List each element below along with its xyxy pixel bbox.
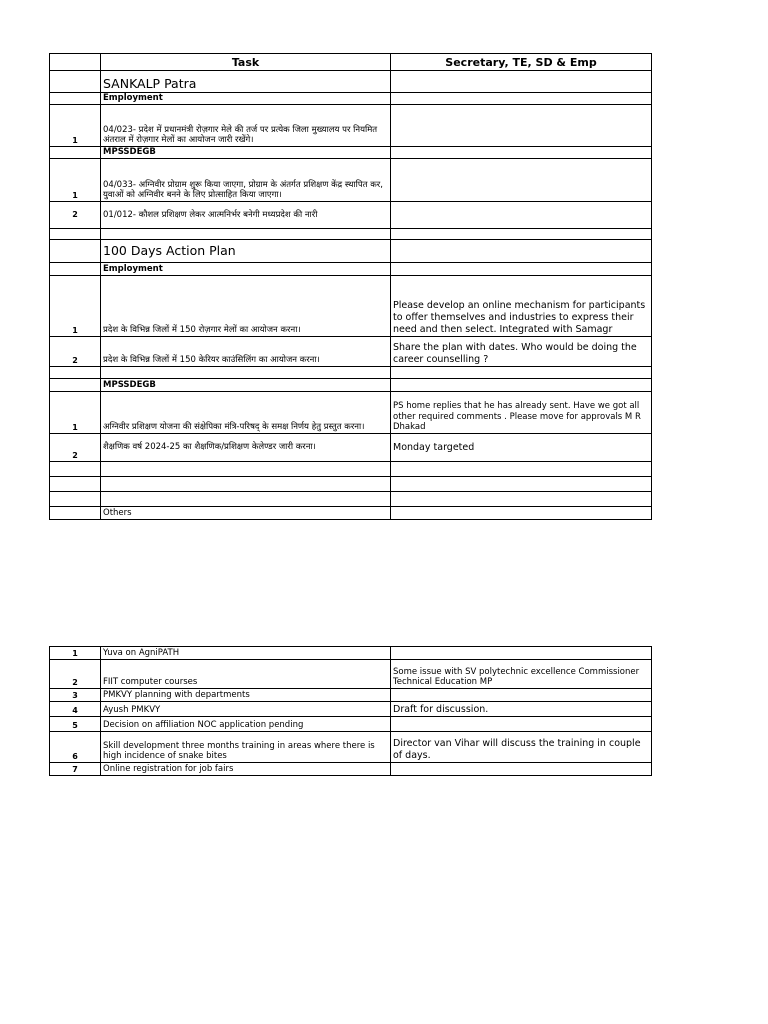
row-number: 2 bbox=[50, 337, 101, 367]
row-number: 6 bbox=[50, 732, 101, 763]
owner-comment: PS home replies that he has already sent. Have we got all other required comments . Please move for approvals M R Dhakad bbox=[391, 392, 652, 434]
owner-comment: Draft for discussion. bbox=[391, 702, 652, 717]
table-row bbox=[50, 392, 652, 434]
table-row bbox=[50, 647, 652, 660]
task-text: PMKVY planning with departments bbox=[101, 689, 391, 702]
table-row bbox=[50, 763, 652, 776]
row-number: 7 bbox=[50, 763, 101, 776]
task-text: प्रदेश के विभिन्न जिलों में 150 केरियर काउंसिलिंग का आयोजन करना। bbox=[101, 337, 391, 367]
empty-row bbox=[50, 477, 652, 492]
owner-comment: Share the plan with dates. Who would be doing the career counselling ? bbox=[391, 337, 652, 367]
task-text: Decision on affiliation NOC application pending bbox=[101, 717, 391, 732]
owner-comment bbox=[391, 717, 652, 732]
table-row bbox=[50, 337, 652, 367]
owner-comment bbox=[391, 689, 652, 702]
subsection-mpssdegb: MPSSDEGB bbox=[101, 379, 391, 392]
task-text: 04/033- अग्निवीर प्रोग्राम शुरू किया जाएगा, प्रोग्राम के अंतर्गत प्रशिक्षण केंद्र स्थापित कर, युवाओं को अग्निवीर बनने के लिए प्रोत्साहित किया जाएगा। bbox=[101, 159, 391, 202]
row-number: 2 bbox=[50, 434, 101, 462]
table-row bbox=[50, 702, 652, 717]
subsection-row bbox=[50, 147, 652, 159]
table-row bbox=[50, 434, 652, 462]
empty-row bbox=[50, 462, 652, 477]
row-number: 1 bbox=[50, 105, 101, 147]
task-text: FIIT computer courses bbox=[101, 660, 391, 689]
row-number: 2 bbox=[50, 202, 101, 229]
task-column-header: Task bbox=[101, 54, 391, 71]
section-title-sankalp: SANKALP Patra bbox=[101, 71, 391, 93]
task-text: अग्निवीर प्रशिक्षण योजना की संक्षेपिका मंत्रि-परिषद् के समक्ष निर्णय हेतु प्रस्तुत करना। bbox=[101, 392, 391, 434]
row-number: 4 bbox=[50, 702, 101, 717]
table-row bbox=[50, 276, 652, 337]
subsection-row bbox=[50, 263, 652, 276]
empty-row bbox=[50, 492, 652, 507]
row-number: 1 bbox=[50, 276, 101, 337]
task-text: Yuva on AgniPATH bbox=[101, 647, 391, 660]
owner-comment: Monday targeted bbox=[391, 434, 652, 462]
cell-blank bbox=[50, 54, 101, 71]
section-row bbox=[50, 240, 652, 263]
table-row bbox=[50, 660, 652, 689]
row-number: 2 bbox=[50, 660, 101, 689]
table-row bbox=[50, 717, 652, 732]
row-number: 5 bbox=[50, 717, 101, 732]
task-text: 04/023- प्रदेश में प्रधानमंत्री रोज़गार मेले की तर्ज पर प्रत्येक जिला मुख्यालय पर नियमित अंतराल में रोज़गार मेलों का आयोजन जारी रखेंगे। bbox=[101, 105, 391, 147]
owner-comment: Director van Vihar will discuss the training in couple of days. bbox=[391, 732, 652, 763]
subsection-employment: Employment bbox=[101, 93, 391, 105]
subsection-employment: Employment bbox=[101, 263, 391, 276]
row-number: 1 bbox=[50, 647, 101, 660]
section-title-100-days: 100 Days Action Plan bbox=[101, 240, 391, 263]
others-row bbox=[50, 507, 652, 520]
owner-comment: Some issue with SV polytechnic excellence Commissioner Technical Education MP bbox=[391, 660, 652, 689]
task-text: शैक्षणिक वर्ष 2024-25 का शैक्षणिक/प्रशिक्षण केलेण्डर जारी करना। bbox=[101, 434, 391, 462]
task-text: प्रदेश के विभिन्न जिलों में 150 रोज़गार मेलों का आयोजन करना। bbox=[101, 276, 391, 337]
table-row bbox=[50, 689, 652, 702]
empty-row bbox=[50, 229, 652, 240]
table-row bbox=[50, 732, 652, 763]
section-row bbox=[50, 71, 652, 93]
row-number: 1 bbox=[50, 159, 101, 202]
others-label: Others bbox=[101, 507, 391, 520]
task-text: Ayush PMKVY bbox=[101, 702, 391, 717]
task-text: Skill development three months training in areas where there is high incidence of snake bites bbox=[101, 732, 391, 763]
subsection-mpssdegb: MPSSDEGB bbox=[101, 147, 391, 159]
owner-comment: Please develop an online mechanism for participants to offer themselves and industries to express their need and then select. Integrated with Samagr bbox=[391, 276, 652, 337]
task-text: 01/012- कौशल प्रशिक्षण लेकर आत्मनिर्भर बनेगी मध्यप्रदेश की नारी bbox=[101, 202, 391, 229]
owner-column-header: Secretary, TE, SD & Emp bbox=[391, 54, 652, 71]
table-row bbox=[50, 105, 652, 147]
subsection-row bbox=[50, 379, 652, 392]
header-row bbox=[50, 54, 652, 71]
pending-items-table bbox=[49, 646, 652, 776]
table-row bbox=[50, 202, 652, 229]
owner-comment bbox=[391, 647, 652, 660]
empty-row bbox=[50, 367, 652, 379]
action-plan-table bbox=[49, 53, 652, 520]
table-row bbox=[50, 159, 652, 202]
task-text: Online registration for job fairs bbox=[101, 763, 391, 776]
row-number: 3 bbox=[50, 689, 101, 702]
owner-comment bbox=[391, 763, 652, 776]
subsection-row bbox=[50, 93, 652, 105]
row-number: 1 bbox=[50, 392, 101, 434]
